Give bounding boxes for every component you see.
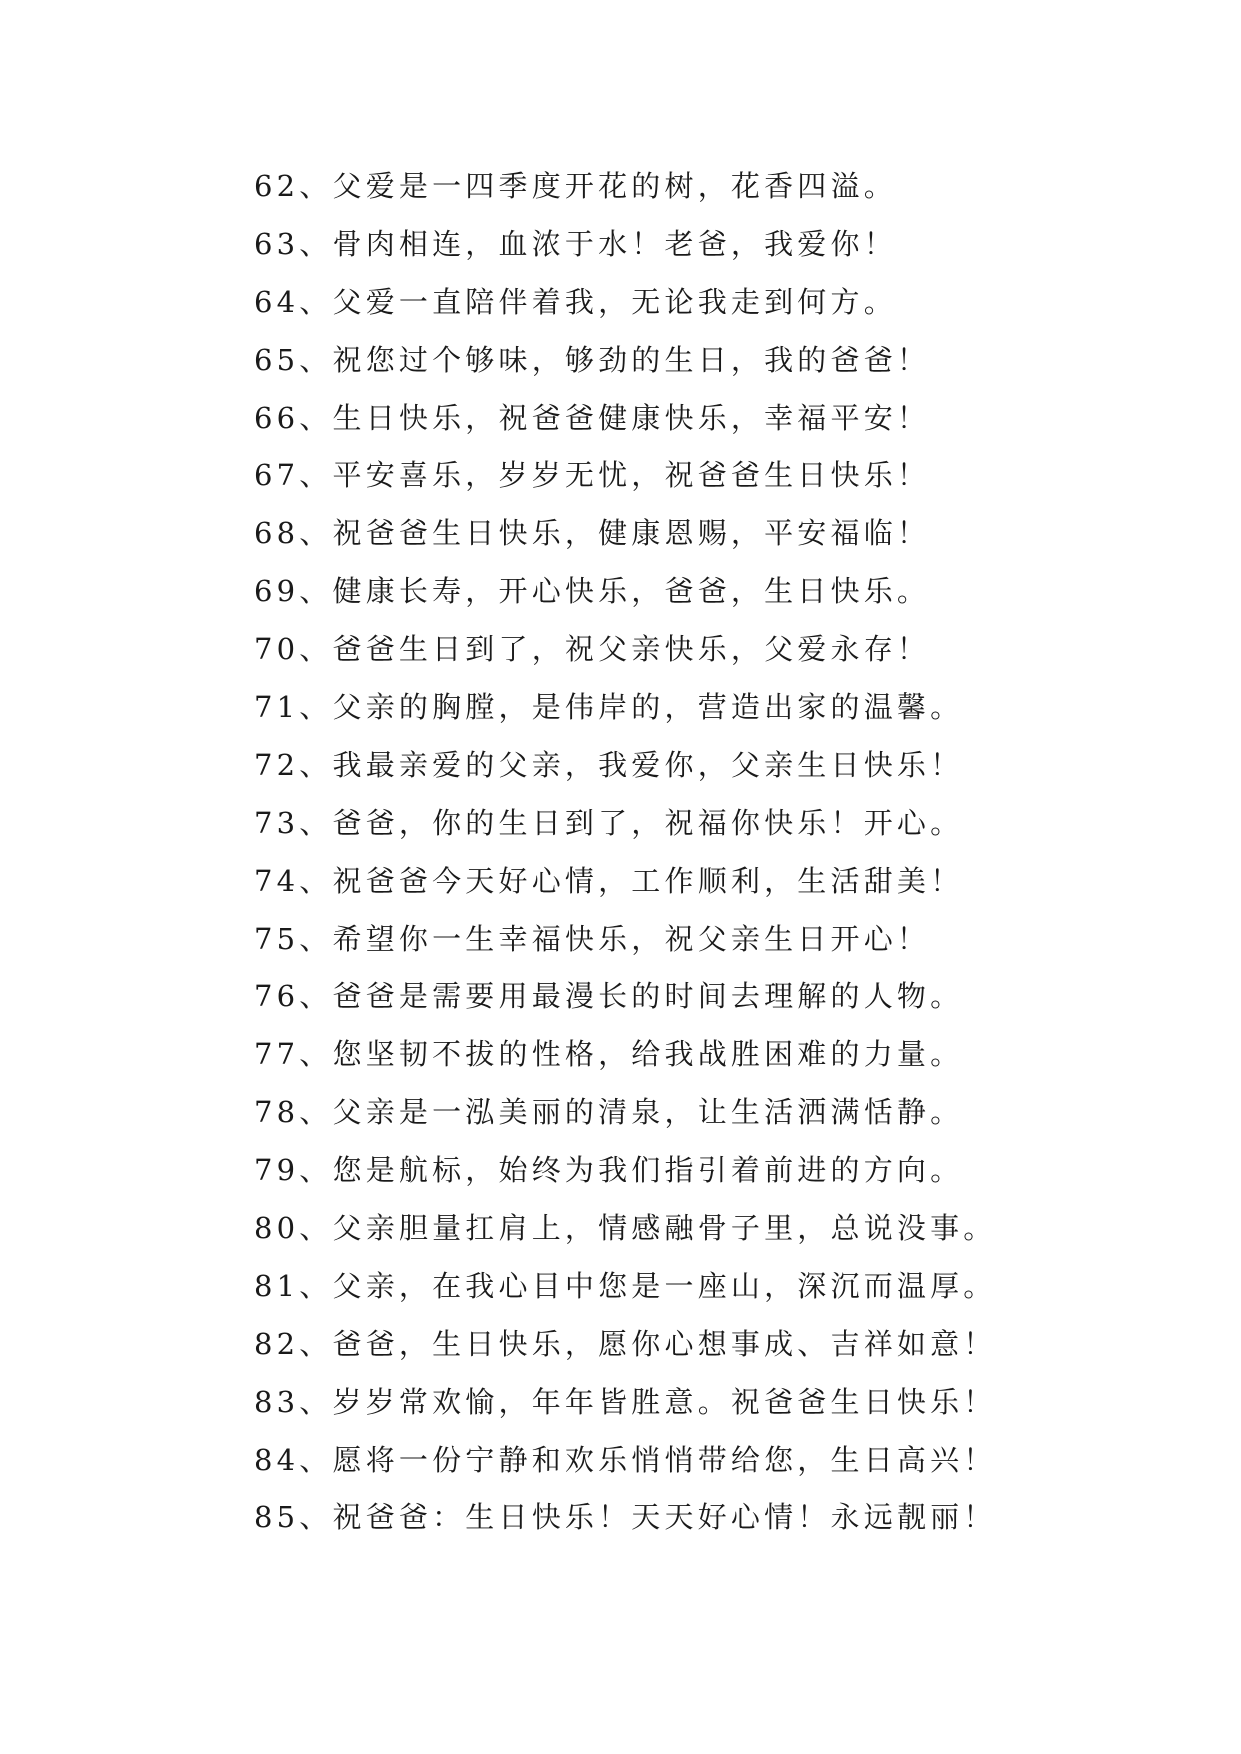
list-item: 79、您是航标，始终为我们指引着前进的方向。 <box>254 1153 964 1188</box>
list-item: 70、爸爸生日到了，祝父亲快乐，父爱永存！ <box>254 632 931 667</box>
list-item: 67、平安喜乐，岁岁无忧，祝爸爸生日快乐！ <box>254 458 931 493</box>
list-item: 72、我最亲爱的父亲，我爱你，父亲生日快乐！ <box>254 747 964 782</box>
list-item: 81、父亲，在我心目中您是一座山，深沉而温厚。 <box>254 1268 997 1303</box>
list-item: 80、父亲胆量扛肩上，情感融骨子里，总说没事。 <box>254 1211 997 1246</box>
list-item: 83、岁岁常欢愉，年年皆胜意。祝爸爸生日快乐！ <box>254 1384 997 1419</box>
list-item: 82、爸爸，生日快乐，愿你心想事成、吉祥如意！ <box>254 1326 997 1361</box>
list-item: 84、愿将一份宁静和欢乐悄悄带给您，生日高兴！ <box>254 1442 997 1477</box>
list-item: 64、父爱一直陪伴着我，无论我走到何方。 <box>254 284 897 319</box>
list-item: 62、父爱是一四季度开花的树，花香四溢。 <box>254 169 897 203</box>
list-item: 71、父亲的胸膛，是伟岸的，营造出家的温馨。 <box>254 690 964 725</box>
list-item: 75、希望你一生幸福快乐，祝父亲生日开心！ <box>254 921 931 956</box>
list-item: 68、祝爸爸生日快乐，健康恩赐，平安福临！ <box>254 516 931 551</box>
list-item: 66、生日快乐，祝爸爸健康快乐，幸福平安！ <box>254 400 931 435</box>
wish-list <box>254 158 997 1547</box>
list-item: 85、祝爸爸：生日快乐！天天好心情！永远靓丽！ <box>254 1500 997 1535</box>
list-item: 63、骨肉相连，血浓于水！老爸，我爱你！ <box>254 226 897 261</box>
list-item: 77、您坚韧不拔的性格，给我战胜困难的力量。 <box>254 1037 964 1072</box>
list-item: 73、爸爸，你的生日到了，祝福你快乐！开心。 <box>254 805 964 840</box>
list-item: 69、健康长寿，开心快乐，爸爸，生日快乐。 <box>254 574 931 609</box>
list-item: 74、祝爸爸今天好心情，工作顺利，生活甜美！ <box>254 863 964 898</box>
list-item: 78、父亲是一泓美丽的清泉，让生活洒满恬静。 <box>254 1095 964 1130</box>
list-item: 76、爸爸是需要用最漫长的时间去理解的人物。 <box>254 979 964 1014</box>
list-item: 65、祝您过个够味，够劲的生日，我的爸爸！ <box>254 342 931 377</box>
